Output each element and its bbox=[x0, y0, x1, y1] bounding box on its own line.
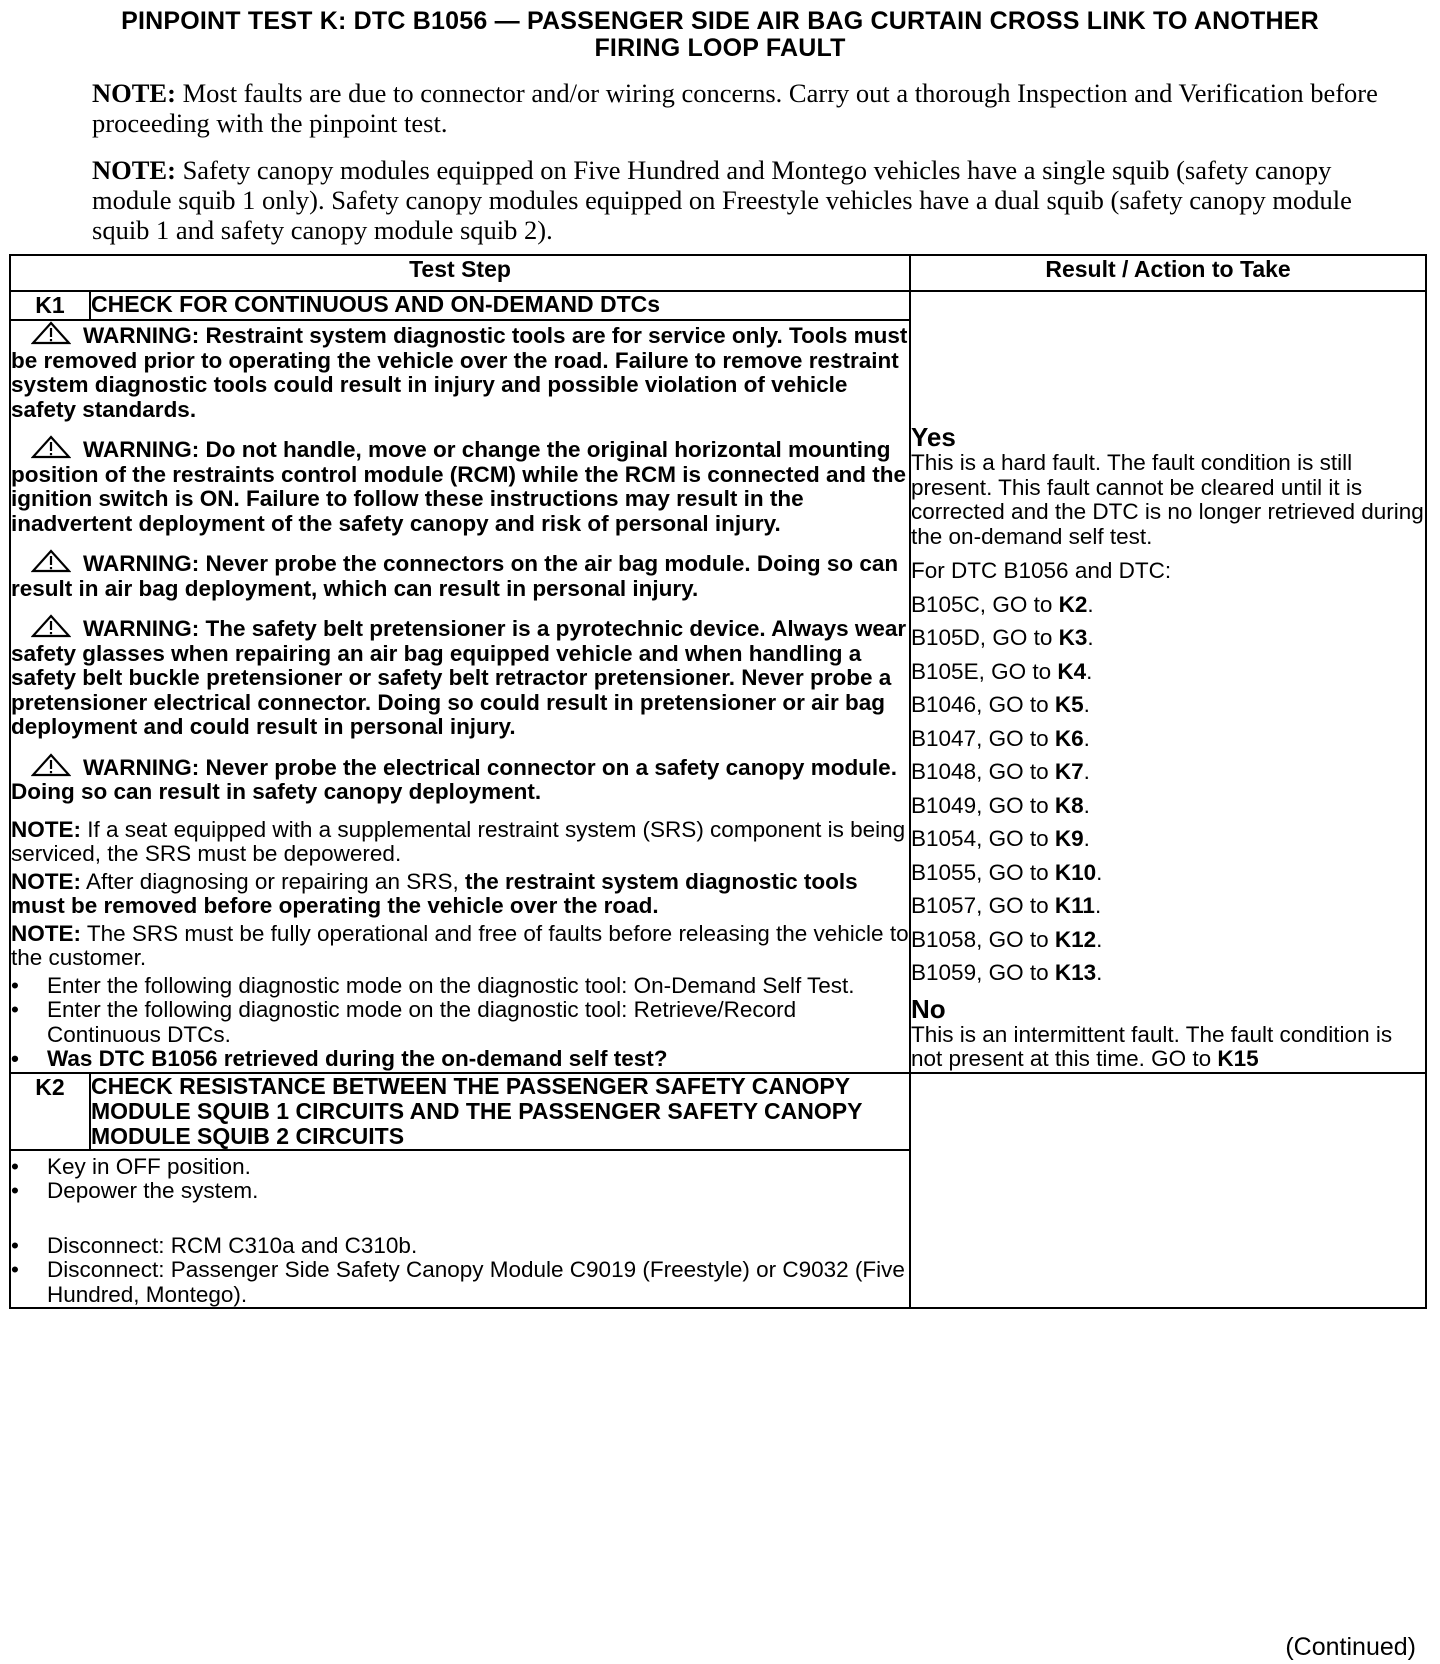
page-title-line-2: FIRING LOOP FAULT bbox=[594, 34, 846, 62]
go-to-word: GO to bbox=[988, 893, 1049, 918]
result-yes-label: Yes bbox=[911, 422, 956, 452]
step-k1-body bbox=[10, 320, 910, 1073]
step-note-3 bbox=[11, 922, 909, 971]
goto-step: K6 bbox=[1054, 725, 1084, 751]
warning-block bbox=[11, 614, 909, 740]
page-title-line-1: PINPOINT TEST K: DTC B1056 — PASSENGER SIDE AIR BAG CURTAIN CROSS LINK TO ANOTHER bbox=[121, 7, 1319, 35]
result-no-label: No bbox=[911, 993, 946, 1024]
pinpoint-test-table bbox=[9, 254, 1427, 1309]
dtc-code: B1054, bbox=[911, 826, 983, 851]
goto-line: B105C, GO to K2. bbox=[911, 591, 1094, 617]
result-no-text bbox=[911, 1023, 1425, 1072]
dtc-code: B1049, bbox=[911, 792, 983, 818]
note-label: NOTE: bbox=[92, 155, 176, 185]
goto-step: K7 bbox=[1054, 759, 1084, 784]
goto-step: K9 bbox=[1054, 826, 1084, 851]
result-dtc-intro: For DTC B1056 and DTC: bbox=[911, 558, 1172, 583]
goto-line: B1049, GO to K8. bbox=[911, 792, 1090, 818]
goto-line: B1047, GO to K6. bbox=[911, 725, 1090, 751]
list-item: • Enter the following diagnostic mode on the diagnostic tool: On-Demand Self Test. bbox=[11, 974, 909, 999]
note-label: NOTE: bbox=[92, 78, 176, 108]
step-k1-title-row bbox=[10, 291, 1426, 320]
go-to-word: GO to bbox=[991, 658, 1052, 684]
goto-line: B105D, GO to K3. bbox=[911, 625, 1094, 650]
dtc-code: B1046, bbox=[911, 692, 983, 717]
note-label: NOTE: bbox=[11, 816, 81, 842]
warning-triangle-icon bbox=[31, 321, 83, 345]
go-to-word: GO to bbox=[988, 725, 1049, 751]
goto-line: B1055, GO to K10. bbox=[911, 859, 1103, 885]
intro-note-2 bbox=[92, 155, 1412, 245]
note-text: The SRS must be fully operational and free of faults before releasing the vehicle to the customer. bbox=[11, 920, 909, 970]
step-k2-body bbox=[10, 1150, 910, 1309]
step-title-k2: CHECK RESISTANCE BETWEEN THE PASSENGER SAFETY CANOPY MODULE SQUIB 1 CIRCUITS AND THE PASSENGER SAFETY CANOPY MODULE SQUIB 2 CIRCUITS bbox=[90, 1073, 910, 1150]
dtc-code: B1057, bbox=[911, 893, 983, 918]
dtc-code: B105D, bbox=[911, 625, 987, 650]
go-to-word: GO to bbox=[988, 759, 1049, 784]
warning-triangle-icon bbox=[31, 435, 83, 459]
list-item: • Disconnect: Passenger Side Safety Canopy Module C9019 (Freestyle) or C9032 (Five Hundred, Montego). bbox=[11, 1258, 909, 1307]
list-item-question: • Was DTC B1056 retrieved during the on-demand self test? bbox=[11, 1047, 909, 1072]
go-to-word: GO to bbox=[992, 591, 1053, 617]
goto-line: B1059, GO to K13. bbox=[911, 960, 1103, 985]
step-k2-result bbox=[910, 1073, 1426, 1309]
warning-block bbox=[11, 321, 909, 422]
note-text: If a seat equipped with a supplemental restraint system (SRS) component is being serviced, the SRS must be depowered. bbox=[11, 816, 906, 866]
goto-step: K13 bbox=[1054, 960, 1097, 985]
warning-triangle-icon bbox=[31, 614, 83, 638]
step-k1-bullets bbox=[11, 974, 909, 1072]
result-no-goto-step: K15 bbox=[1217, 1046, 1259, 1071]
go-to-word: GO to bbox=[988, 859, 1049, 885]
step-k1-result bbox=[910, 291, 1426, 1073]
warning-triangle-icon bbox=[31, 549, 83, 573]
note-text: Most faults are due to connector and/or wiring concerns. Carry out a thorough Inspection and Verification before proceeding with the pinpoint test. bbox=[92, 78, 1378, 138]
step-k2-title-row bbox=[10, 1073, 1426, 1150]
list-item: • Disconnect: RCM C310a and C310b. bbox=[11, 1234, 909, 1259]
note-text: After diagnosing or repairing an SRS, bbox=[86, 868, 459, 894]
header-result-action: Result / Action to Take bbox=[910, 255, 1426, 291]
spacer bbox=[11, 1204, 909, 1234]
step-id-k1: K1 bbox=[10, 291, 90, 320]
goto-line: B1058, GO to K12. bbox=[911, 926, 1103, 952]
header-test-step: Test Step bbox=[10, 255, 910, 291]
warning-triangle-icon bbox=[31, 753, 83, 777]
goto-line: B1057, GO to K11. bbox=[911, 893, 1102, 918]
warning-text: WARNING: Restraint system diagnostic tools are for service only. Tools must be removed prior to operating the vehicle over the road. Failure to remove restraint system diagnostic tools could result in injury and possible violation of vehicle safety standards. bbox=[11, 323, 908, 422]
intro-note-1 bbox=[92, 78, 1412, 138]
goto-step: K12 bbox=[1054, 926, 1097, 952]
page-title bbox=[20, 8, 1420, 62]
go-to-word: GO to bbox=[992, 625, 1053, 650]
goto-step: K4 bbox=[1057, 658, 1087, 684]
goto-step: K10 bbox=[1054, 859, 1097, 885]
step-note-2 bbox=[11, 870, 909, 919]
warning-list bbox=[11, 321, 909, 805]
warning-text: WARNING: Do not handle, move or change the original horizontal mounting position of the restraints control module (RCM) while the RCM is connected and the ignition switch is ON. Failure to follow these instructions may result in the inadvertent deployment of the safety canopy and risk of personal injury. bbox=[11, 437, 907, 536]
goto-step: K3 bbox=[1058, 625, 1088, 650]
go-to-word: GO to bbox=[988, 960, 1049, 985]
goto-step: K5 bbox=[1054, 692, 1084, 717]
goto-line: B105E, GO to K4. bbox=[911, 658, 1093, 684]
dtc-code: B1059, bbox=[911, 960, 983, 985]
warning-text: WARNING: Never probe the electrical connector on a safety canopy module. Doing so can result in safety canopy deployment. bbox=[11, 754, 897, 804]
note-label: NOTE: bbox=[11, 920, 81, 946]
dtc-code: B1055, bbox=[911, 859, 983, 885]
go-to-word: GO to bbox=[988, 792, 1049, 818]
list-item: • Depower the system. bbox=[11, 1179, 909, 1204]
step-title-k1: CHECK FOR CONTINUOUS AND ON-DEMAND DTCs bbox=[90, 291, 910, 320]
result-no-sentence: This is an intermittent fault. The fault condition is not present at this time. GO to bbox=[911, 1021, 1393, 1071]
dtc-code: B105E, bbox=[911, 658, 985, 684]
go-to-word: GO to bbox=[988, 826, 1049, 851]
warning-text: WARNING: Never probe the connectors on the air bag module. Doing so can result in air bag deployment, which can result in personal injury. bbox=[11, 551, 899, 601]
goto-step: K8 bbox=[1054, 792, 1084, 818]
note-bold-text: the restraint system diagnostic tools must be removed before operating the vehicle over the road. bbox=[11, 868, 858, 918]
step-id-k2: K2 bbox=[10, 1073, 90, 1150]
goto-line: B1054, GO to K9. bbox=[911, 826, 1090, 851]
step-note-1 bbox=[11, 818, 909, 867]
continued-label: (Continued) bbox=[1285, 1633, 1416, 1661]
note-text: Safety canopy modules equipped on Five Hundred and Montego vehicles have a single squib (safety canopy module squib 1 only). Safety canopy modules equipped on Freestyle vehicles have a dual squib (safety canopy module squib 1 and safety canopy module squib 2). bbox=[92, 155, 1352, 245]
dtc-code: B1058, bbox=[911, 926, 983, 952]
warning-block bbox=[11, 435, 909, 536]
step-k2-bullets-a bbox=[11, 1155, 909, 1204]
result-goto-list bbox=[911, 593, 1425, 986]
dtc-code: B1047, bbox=[911, 725, 983, 751]
dtc-code: B105C, bbox=[911, 591, 987, 617]
warning-block bbox=[11, 753, 909, 805]
list-item: • Enter the following diagnostic mode on the diagnostic tool: Retrieve/Record Continuous DTCs. bbox=[11, 998, 909, 1047]
goto-step: K11 bbox=[1054, 893, 1095, 918]
note-label: NOTE: bbox=[11, 868, 81, 894]
step-k2-bullets-b bbox=[11, 1234, 909, 1308]
goto-line: B1048, GO to K7. bbox=[911, 759, 1090, 784]
warning-block bbox=[11, 549, 909, 601]
go-to-word: GO to bbox=[988, 926, 1049, 952]
goto-line: B1046, GO to K5. bbox=[911, 692, 1090, 717]
goto-step: K2 bbox=[1058, 591, 1088, 617]
list-item: • Key in OFF position. bbox=[11, 1155, 909, 1180]
table-header-row bbox=[10, 255, 1426, 291]
warning-text: WARNING: The safety belt pretensioner is a pyrotechnic device. Always wear safety glasses when repairing an air bag equipped vehicle and when handling a safety belt buckle pretensioner or safety belt retractor pretensioner. Never probe a pretensioner electrical connector. Doing so could result in pretensioner or air bag deployment and could result in personal injury. bbox=[11, 616, 907, 739]
result-yes-text: This is a hard fault. The fault condition is still present. This fault cannot be cleared until it is corrected and the DTC is no longer retrieved during the on-demand self test. bbox=[911, 450, 1424, 549]
go-to-word: GO to bbox=[988, 692, 1049, 717]
dtc-code: B1048, bbox=[911, 759, 983, 784]
